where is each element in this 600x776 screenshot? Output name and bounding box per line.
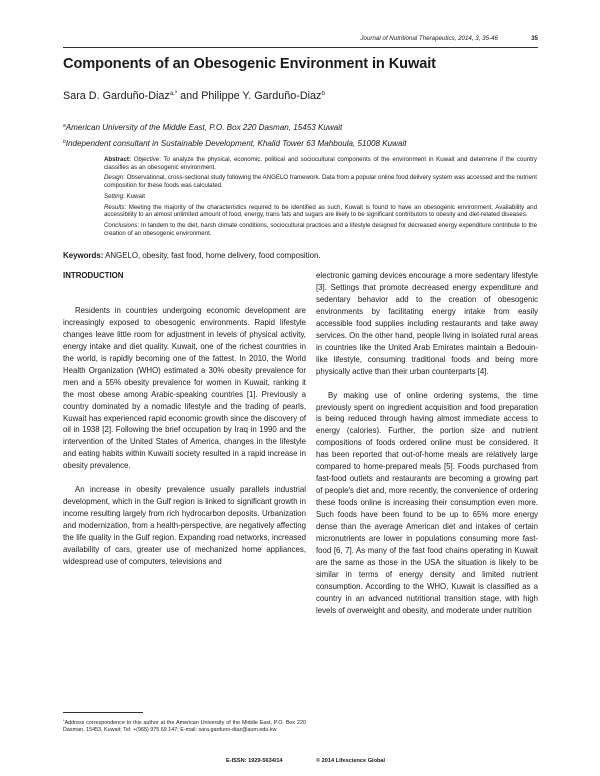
- affiliation-text: American University of the Middle East, P.O. Box 220 Dasman, 15453 Kuwait: [65, 123, 343, 132]
- footnote-rule: [63, 712, 143, 713]
- author-name: Sara D. Garduño-Diaz: [63, 90, 170, 102]
- keywords-label: Keywords:: [63, 251, 104, 260]
- journal-citation: Journal of Nutritional Therapeutics, 2014, 3, 35-46: [360, 35, 498, 42]
- abstract-conclusions: [104, 222, 537, 237]
- abstract-label: Design: [104, 174, 124, 182]
- abstract-heading: Abstract:: [104, 156, 131, 163]
- author-list: [63, 90, 325, 102]
- affiliation-mark: a: [63, 123, 66, 129]
- body-column-right: [316, 270, 538, 617]
- abstract-label: Setting: [104, 192, 124, 200]
- abstract-objective: [104, 156, 537, 171]
- body-paragraph: electronic gaming devices encourage a more sedentary lifestyle [3]. Settings that promote decreased energy expenditure and sedentary behavior add to the creation of obesogenic environments by facilitating energy intake from easily accessible food supplies including restaurants and take away services. On the other hand, people living in isolated rural areas in countries like the United Arab Emirates maintain a Bedouin-like lifestyle, consuming traditional foods and being more physically active than their urban counterparts [4].: [316, 271, 538, 376]
- abstract-text: : Observational, cross-sectional study following the ANGELO framework. Data from a popular online food delivery system was accessed and the nutrient composition for these foods was calculated.: [104, 174, 537, 189]
- abstract-text: : To analyze the physical, economic, political and sociocultural components of the environment in Kuwait and determine if the country classifies as an obesogenic environment.: [104, 156, 537, 171]
- keywords: [63, 251, 321, 260]
- affiliation-text: Independent consultant in Sustainable Development, Khalid Tower 63 Mahboula, 51008 Kuwait: [65, 139, 407, 148]
- abstract-results: [104, 204, 537, 219]
- author-affiliation-mark: a,*: [169, 91, 178, 97]
- keywords-text: ANGELO, obesity, fast food, home delivery, food composition.: [103, 251, 321, 260]
- abstract-text: : Kuwait: [123, 192, 145, 200]
- body-paragraph: By making use of online ordering systems, the time previously spent on ingredient acquisition and food preparation is being reduced through having almost immediate access to energy (calories). Further, the portion size and nutrient compositions of foods ordered online must be considered. It has been reported that out-of-home meals are relatively large compared to home-prepared meals [5]. Foods purchased from fast-food outlets and restaurants are becoming a growing part of people's diet and, more recently, the convenience of ordering these foods online is increasing their consumption even more. Such foods have been found to be up to 65% more energy dense than the average American diet and intakes of certain micronutrients are lower in populations consuming more fast-food [6, 7]. As many of the fast food chains operating in Kuwait are the same as those in the USA the situation is likely to be similar in terms of energy density and limited nutrient consumption. According to the WHO, Kuwait is classified as a country in an advanced nutritional transition stage, with high levels of overweight and obesity, and moderate under nutrition: [316, 390, 538, 615]
- section-heading: INTRODUCTION: [63, 271, 124, 280]
- issn: E-ISSN: 1929-5634/14: [226, 758, 283, 764]
- correspondence-footnote: [63, 717, 306, 734]
- footnote-text: Address correspondence to this author at the American University of the Middle East, P.O. Box 220 Dasman, 15453, Kuwait; Tel: +(965) 975 69 147; E-mail: sara.garduno-diaz@aum.edu.kw: [63, 720, 306, 734]
- body-column-left: [63, 270, 306, 568]
- affiliation: [63, 123, 342, 132]
- abstract: [104, 156, 537, 240]
- article-title: Components of an Obesogenic Environment in Kuwait: [63, 56, 436, 72]
- author-affiliation-mark: b: [321, 91, 325, 97]
- running-head: [63, 35, 538, 47]
- abstract-label: Conclusions: [104, 221, 138, 229]
- footnote-mark: *: [63, 718, 65, 723]
- abstract-setting: [104, 193, 537, 201]
- abstract-text: : In tandem to the diet, harsh climate conditions, sociocultural practices and a lifestyle designed for decreased energy expenditure contribute to the creation of an obesogenic environment.: [104, 221, 537, 237]
- body-paragraph: Residents in countries undergoing economic development are increasingly exposed to obesogenic environments. Rapid lifestyle changes leave little room for adjustment in levels of physical activity, energy intake and diet quality. Kuwait, one of the richest countries in the world, is rapidly becoming one of the fattest. In 2010, the World Health Organization (WHO) estimated a 30% obesity prevalence for men and a 55% obesity prevalence for women in Kuwait, ranking it the most obese among Arabic-speaking countries [1]. Previously a country dominated by a nomadic lifestyle and the trading of pearls, Kuwait has experienced rapid economic growth since the discovery of oil in 1938 [2]. Following the brief occupation by Iraq in 1990 and the intervention of the United States of America, changes in the lifestyle and eating habits within Kuwaiti society resulted in a rapid increase in obesity prevalence.: [63, 305, 306, 471]
- header-rule: [63, 47, 538, 48]
- author-connector: and: [177, 90, 202, 102]
- affiliation: [63, 139, 407, 148]
- page-number: 35: [531, 35, 538, 42]
- body-paragraph: An increase in obesity prevalence usually parallels industrial development, which in the Gulf region is linked to significant growth in income resulting largely from rich hydrocarbon deposits. Urbanization and modernization, from a health-perspective, are negatively affecting the life quality in the Gulf region. Expanding road networks, increased availability of cars, greater use of mechanized home appliances, widespread use of computers, televisions and: [63, 485, 306, 567]
- abstract-label: Results: [104, 203, 125, 211]
- abstract-text: : Meeting the majority of the characteristics required to be identified as such, Kuwait is found to have an obesogenic environment. Availability and accessibility to an almost unlimited amount of food, energy, trans fats and sugars are likely to be significant contributors to obesity and diet-related diseases.: [104, 203, 537, 219]
- abstract-design: [104, 174, 537, 189]
- author-name: Philippe Y. Garduño-Diaz: [201, 90, 322, 102]
- copyright: © 2014 Lifescience Global: [316, 758, 386, 764]
- abstract-label: Objective: [133, 156, 160, 163]
- affiliation-mark: b: [63, 139, 66, 145]
